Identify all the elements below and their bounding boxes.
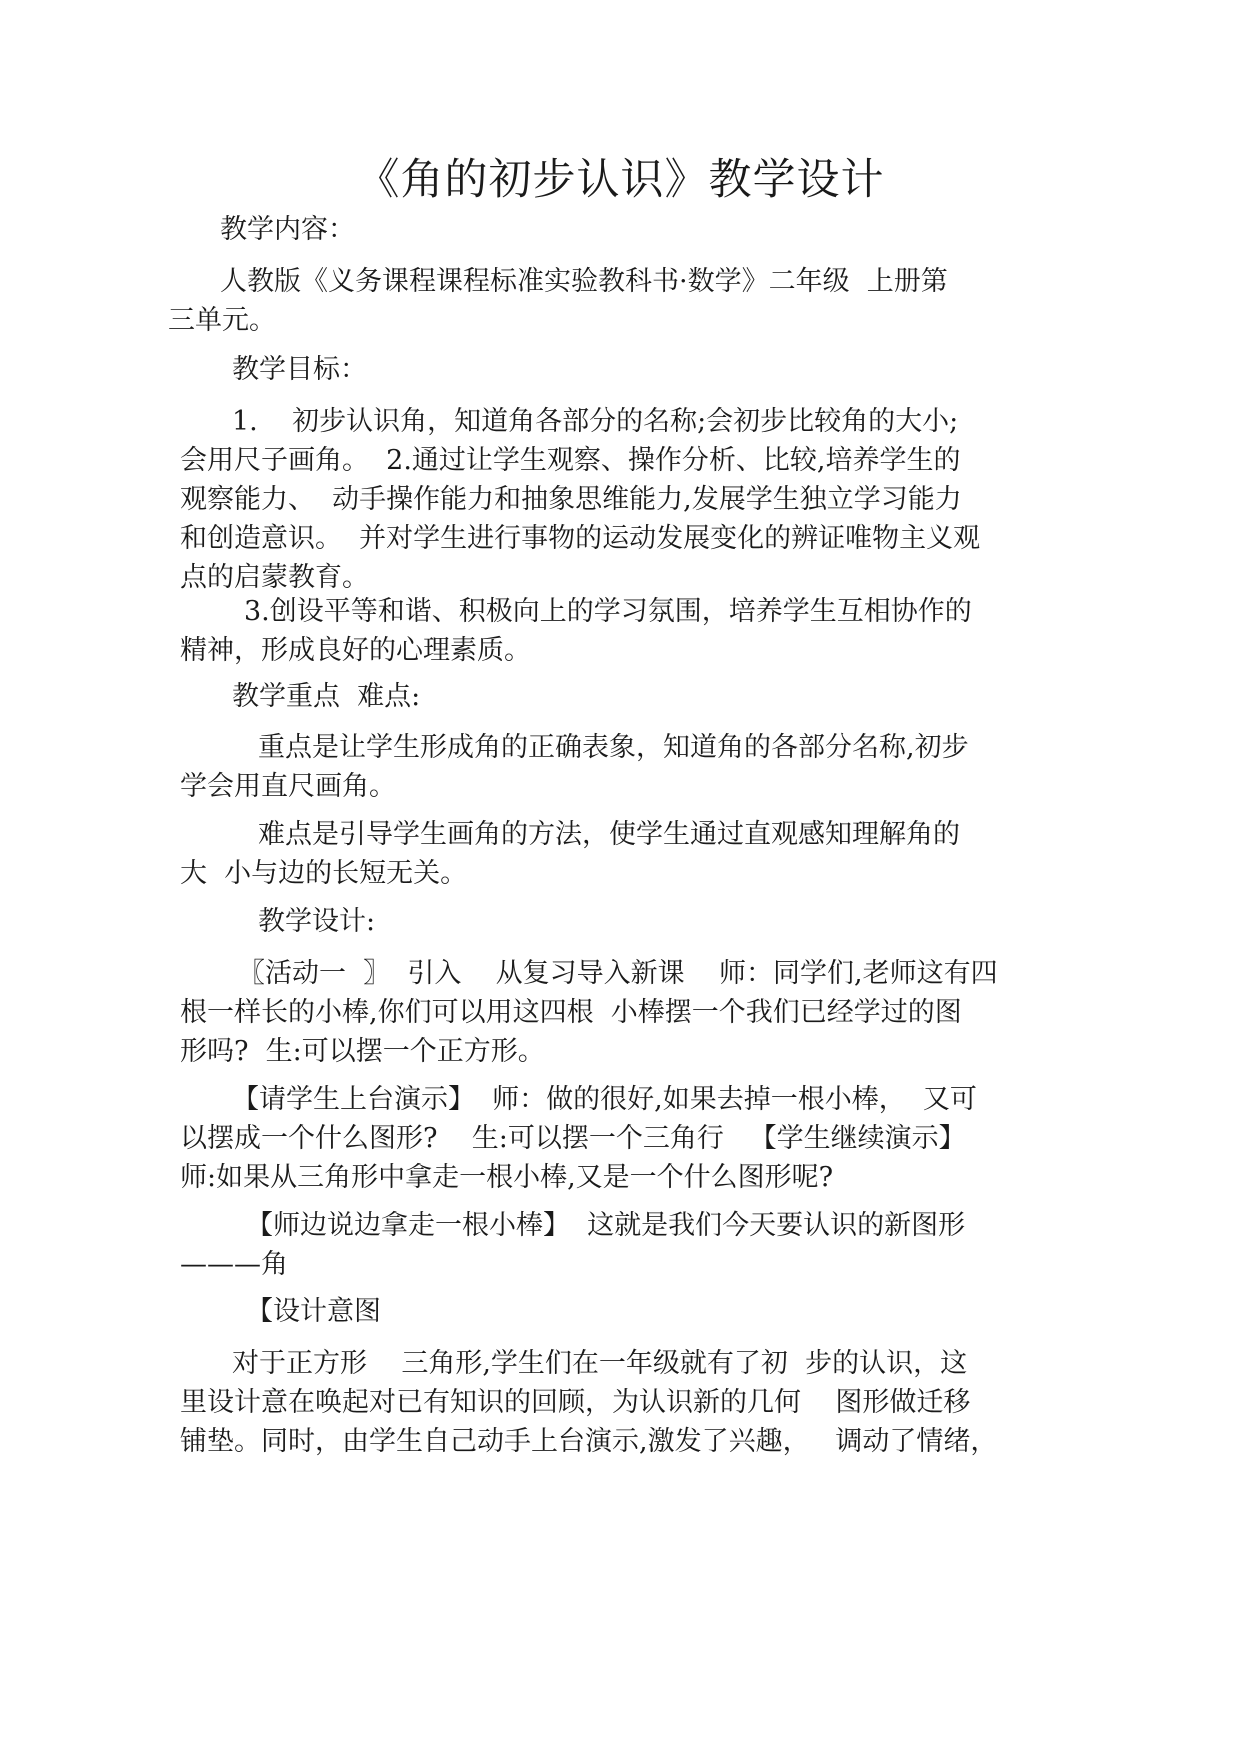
demo-line: 以摆成一个什么图形? 生:可以摆一个三角行 【学生继续演示】 [180, 1123, 966, 1154]
goal-line: 1. 初步认识角，知道角各部分的名称;会初步比较角的大小; [232, 406, 959, 437]
activity-line: 〖活动一 〗 引入 从复习导入新课 师：同学们,老师这有四 [238, 958, 998, 989]
design-intent-heading-text: 【设计意图 [246, 1296, 381, 1327]
demo-paragraph [180, 1080, 1080, 1197]
key-points-heading-text: 教学重点 难点: [232, 681, 421, 712]
goals-heading [232, 350, 367, 389]
design-heading [258, 902, 375, 941]
design-intent-heading [246, 1292, 381, 1331]
demo-line: 师:如果从三角形中拿走一根小棒,又是一个什么图形呢? [180, 1162, 834, 1193]
content-heading-text: 教学内容： [220, 214, 355, 245]
content-heading [220, 210, 355, 249]
design-heading-text: 教学设计: [258, 906, 376, 937]
intent-line: 铺垫。同时，由学生自己动手上台演示,激发了兴趣， 调动了情绪， [180, 1426, 998, 1457]
key-line: 学会用直尺画角。 [180, 771, 396, 802]
goal-3-paragraph [180, 592, 1080, 670]
intent-line: 里设计意在唤起对已有知识的回顾，为认识新的几何 图形做迁移 [180, 1387, 971, 1418]
intent-line: 对于正方形 三角形,学生们在一年级就有了初 步的认识，这 [232, 1348, 968, 1379]
key-points-heading [232, 677, 420, 716]
difficulty-paragraph [180, 815, 1080, 893]
content-line: 人教版《义务课程课程标准实验教科书·数学》二年级 上册第 [220, 266, 948, 297]
content-paragraph [168, 262, 1068, 340]
key-point-paragraph [180, 728, 1080, 806]
demo-line: 【请学生上台演示】 师：做的很好,如果去掉一根小棒， 又可 [232, 1084, 977, 1115]
activity-1-paragraph [180, 954, 1080, 1071]
goal-line: 和创造意识。 并对学生进行事物的运动发展变化的辨证唯物主义观 [180, 523, 981, 554]
difficulty-line: 大 小与边的长短无关。 [180, 858, 468, 889]
key-line: 重点是让学生形成角的正确表象，知道角的各部分名称,初步 [258, 732, 969, 763]
goal-line: 点的启蒙教育。 [180, 562, 369, 593]
take-away-line: 【师边说边拿走一根小棒】 这就是我们今天要认识的新图形 [246, 1210, 966, 1241]
activity-line: 根一样长的小棒,你们可以用这四根 小棒摆一个我们已经学过的图 [180, 997, 962, 1028]
take-away-line: ———角 [180, 1249, 288, 1280]
take-away-paragraph [180, 1206, 1080, 1284]
document-title: 《角的初步认识》教学设计 [356, 155, 885, 205]
goals-heading-text: 教学目标： [232, 354, 367, 385]
goal-line: 3.创设平等和谐、积极向上的学习氛围，培养学生互相协作的 [244, 596, 972, 627]
goal-line: 观察能力、 动手操作能力和抽象思维能力,发展学生独立学习能力 [180, 484, 962, 515]
goal-line: 精神，形成良好的心理素质。 [180, 635, 531, 666]
goal-1-paragraph [180, 402, 1080, 597]
content-line: 三单元。 [168, 305, 276, 336]
goal-line: 会用尺子画角。 2.通过让学生观察、操作分析、比较,培养学生的 [180, 445, 961, 476]
activity-line: 形吗? 生:可以摆一个正方形。 [180, 1036, 545, 1067]
design-intent-paragraph [180, 1344, 1080, 1461]
difficulty-line: 难点是引导学生画角的方法，使学生通过直观感知理解角的 [258, 819, 960, 850]
